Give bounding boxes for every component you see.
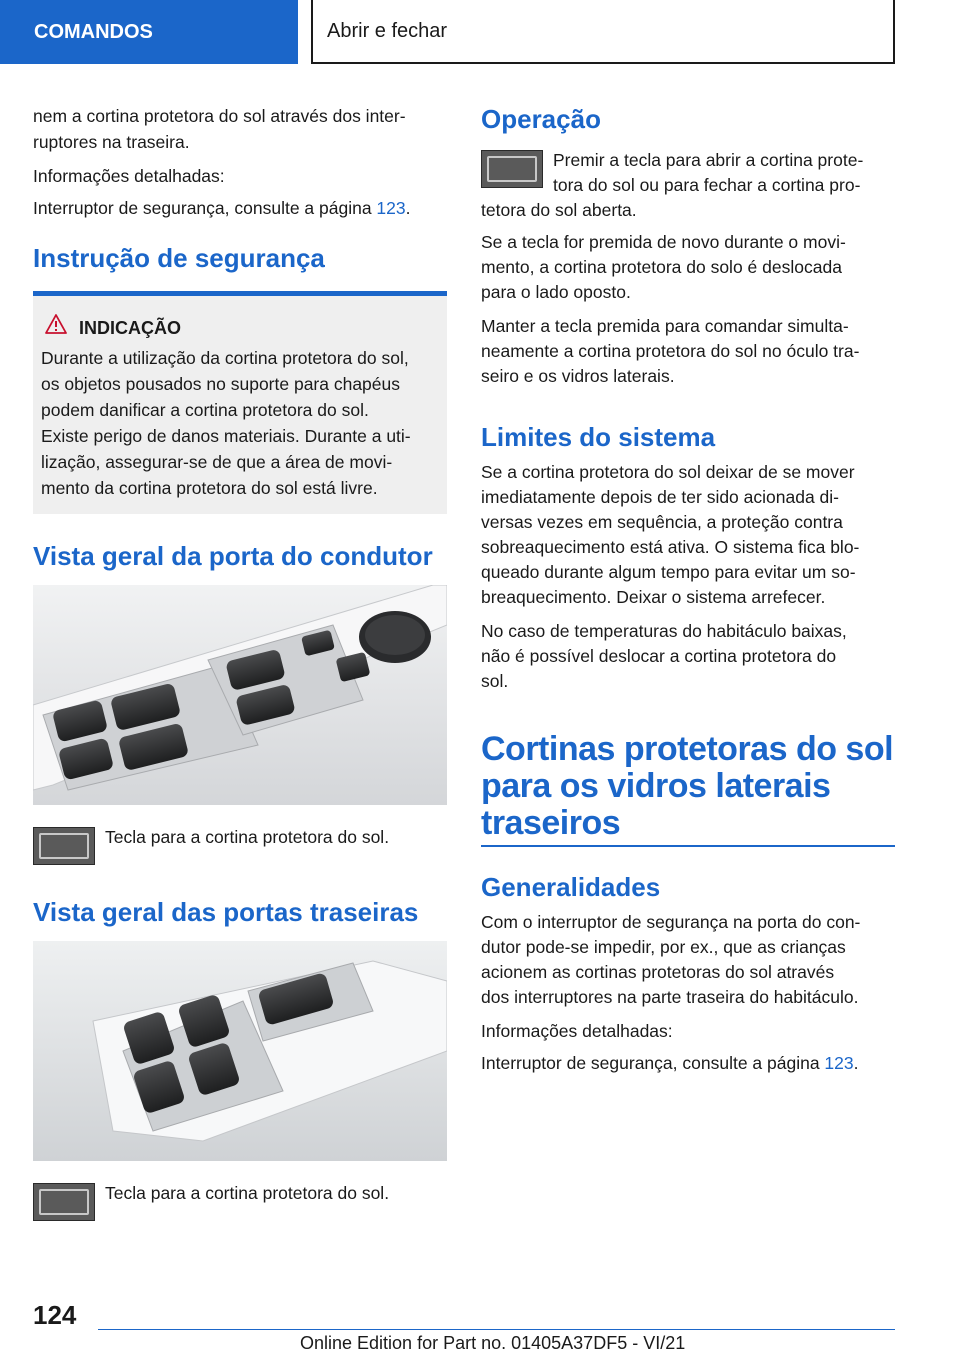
footer-rule (98, 1329, 895, 1330)
limits-line: breaquecimento. Deixar o sistema arrefecer. (481, 587, 826, 607)
info-label: Informações detalhadas: (481, 1021, 673, 1041)
notice-line: Durante a utilização da cortina protetora do sol, (41, 348, 409, 368)
warning-icon (45, 314, 67, 341)
operation-line: tora do sol ou para fechar a cortina pro- (553, 175, 861, 195)
page-link[interactable]: 123 (376, 198, 406, 218)
intro-line-2: ruptores na traseira. (33, 132, 190, 152)
general-line: dos interruptores na parte traseira do habitáculo. (481, 987, 859, 1007)
sunblind-key-icon (481, 150, 543, 188)
notice-line: podem danificar a cortina protetora do sol. (41, 400, 369, 420)
limits-p2-line: sol. (481, 671, 509, 691)
general-line: acionem as cortinas protetoras do sol através (481, 962, 835, 982)
limits-line: queado durante algum tempo para evitar um so- (481, 562, 856, 582)
general-line: dutor pode-se impedir, por ex., que as crianças (481, 937, 846, 957)
limits-line: imediatamente depois de ter sido acionada di- (481, 487, 839, 507)
operation-p3-line: Manter a tecla premida para comandar simulta- (481, 316, 849, 336)
limits-heading: Limites do sistema (481, 422, 716, 452)
section-heading-line: traseiros (481, 804, 621, 842)
section-rule (481, 845, 895, 847)
limits-line: sobreaquecimento está ativa. O sistema fica blo- (481, 537, 860, 557)
operation-p2-line: Se a tecla for premida de novo durante o movi- (481, 232, 846, 252)
notice-line: mento da cortina protetora do sol está livre. (41, 478, 378, 498)
section-tab: COMANDOS (0, 0, 298, 64)
operation-p2-line: para o lado oposto. (481, 282, 631, 302)
limits-p2-line: não é possível deslocar a cortina protetora do (481, 646, 837, 666)
notice-line: lização, assegurar-se de que a área de movi- (41, 452, 393, 472)
chapter-title: Abrir e fechar (311, 0, 895, 64)
operation-heading: Operação (481, 104, 601, 134)
operation-p2-line: mento, a cortina protetora do solo é deslocada (481, 257, 842, 277)
sunblind-key-icon (33, 1183, 95, 1221)
edition-note: Online Edition for Part no. 01405A37DF5 - VI/21 (300, 1333, 686, 1353)
driver-door-heading: Vista geral da porta do condutor (33, 541, 433, 571)
rear-caption: Tecla para a cortina protetora do sol. (105, 1183, 390, 1203)
section-heading-line: para os vidros laterais (481, 767, 831, 805)
notice-box (33, 291, 447, 514)
limits-line: Se a cortina protetora do sol deixar de se mover (481, 462, 855, 482)
driver-caption: Tecla para a cortina protetora do sol. (105, 827, 390, 847)
intro-line-1: nem a cortina protetora do sol através dos inter- (33, 106, 406, 126)
safety-switch-reference: Interruptor de segurança, consulte a página 123. (33, 198, 411, 218)
limits-line: versas vezes em sequência, a proteção contra (481, 512, 843, 532)
general-line: Com o interruptor de segurança na porta do con- (481, 912, 861, 932)
notice-line: Existe perigo de danos materiais. Durante a uti- (41, 426, 411, 446)
rear-door-switch-photo (33, 941, 447, 1161)
general-heading: Generalidades (481, 872, 661, 902)
safety-heading: Instrução de segurança (33, 243, 325, 273)
rear-doors-heading: Vista geral das portas traseiras (33, 897, 419, 927)
driver-door-switch-photo (33, 585, 447, 805)
section-heading-line: Cortinas protetoras do sol (481, 730, 894, 768)
operation-line: Premir a tecla para abrir a cortina prote- (553, 150, 864, 170)
sunblind-key-icon (33, 827, 95, 865)
notice-line: os objetos pousados no suporte para chapéus (41, 374, 401, 394)
limits-p2-line: No caso de temperaturas do habitáculo baixas, (481, 621, 847, 641)
notice-title: INDICAÇÃO (79, 317, 181, 338)
operation-p3-line: neamente a cortina protetora do sol no óculo tra- (481, 341, 860, 361)
page-link[interactable]: 123 (824, 1053, 854, 1073)
info-label: Informações detalhadas: (33, 166, 225, 186)
page-number: 124 (33, 1300, 77, 1330)
operation-p3-line: seiro e os vidros laterais. (481, 366, 675, 386)
safety-switch-reference: Interruptor de segurança, consulte a página 123. (481, 1053, 859, 1073)
operation-line: tetora do sol aberta. (481, 200, 637, 220)
